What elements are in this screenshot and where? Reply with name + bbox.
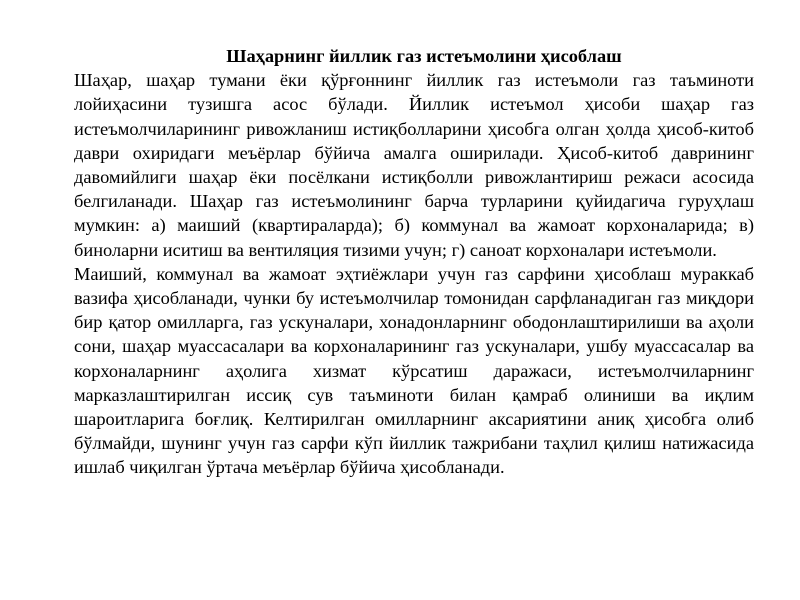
paragraph-1: Шаҳар, шаҳар тумани ёки қўрғоннинг йиллик газ истеъмоли газ таъминоти лойиҳасини тузишга асос бўлади. Йиллик истеъмол ҳисоби шаҳар газ истеъмолчиларининг ривожланиш истиқболларини ҳисобга олган ҳолда ҳисоб-китоб даври охиридаги меъёрлар бўйича амалга оширилади. Ҳисоб-китоб даврининг давомийлиги шаҳар ёки посёлкани истиқболли ривожлантириш режаси асосида белгиланади. Шаҳар газ истеъмолининг барча турларини қуйидагича гуруҳлаш мумкин: а) маиший (квартираларда); б) коммунал ва жамоат корхоналарида; в) биноларни иситиш ва вентиляция тизими учун; г) саноат корхоналари истеъмоли. — [74, 70, 754, 260]
document-title: Шаҳарнинг йиллик газ истеъмолини ҳисоблаш — [226, 46, 622, 66]
document-page — [74, 44, 754, 480]
paragraph-2: Маиший, коммунал ва жамоат эҳтиёжлари учун газ сарфини ҳисоблаш мураккаб вазифа ҳисобланади, чунки бу истеъмолчилар томонидан сарфланадиган газ миқдори бир қатор омилларга, газ ускуналари, хонадонларнинг ободонлаштирилиши ва аҳоли сони, шаҳар муассасалари ва корхоналарининг газ ускуналари, ушбу муассасалар ва корхоналарнинг аҳолига хизмат кўрсатиш даражаси, истеъмолчиларнинг марказлаштирилган иссиқ сув таъминоти билан қамраб олиниши ва иқлим шароитларига боғлиқ. Келтирилган омилларнинг аксариятини аниқ ҳисобга олиб бўлмайди, шунинг учун газ сарфи кўп йиллик тажрибани таҳлил қилиш натижасида ишлаб чиқилган ўртача меъёрлар бўйича ҳисобланади. — [74, 263, 754, 478]
